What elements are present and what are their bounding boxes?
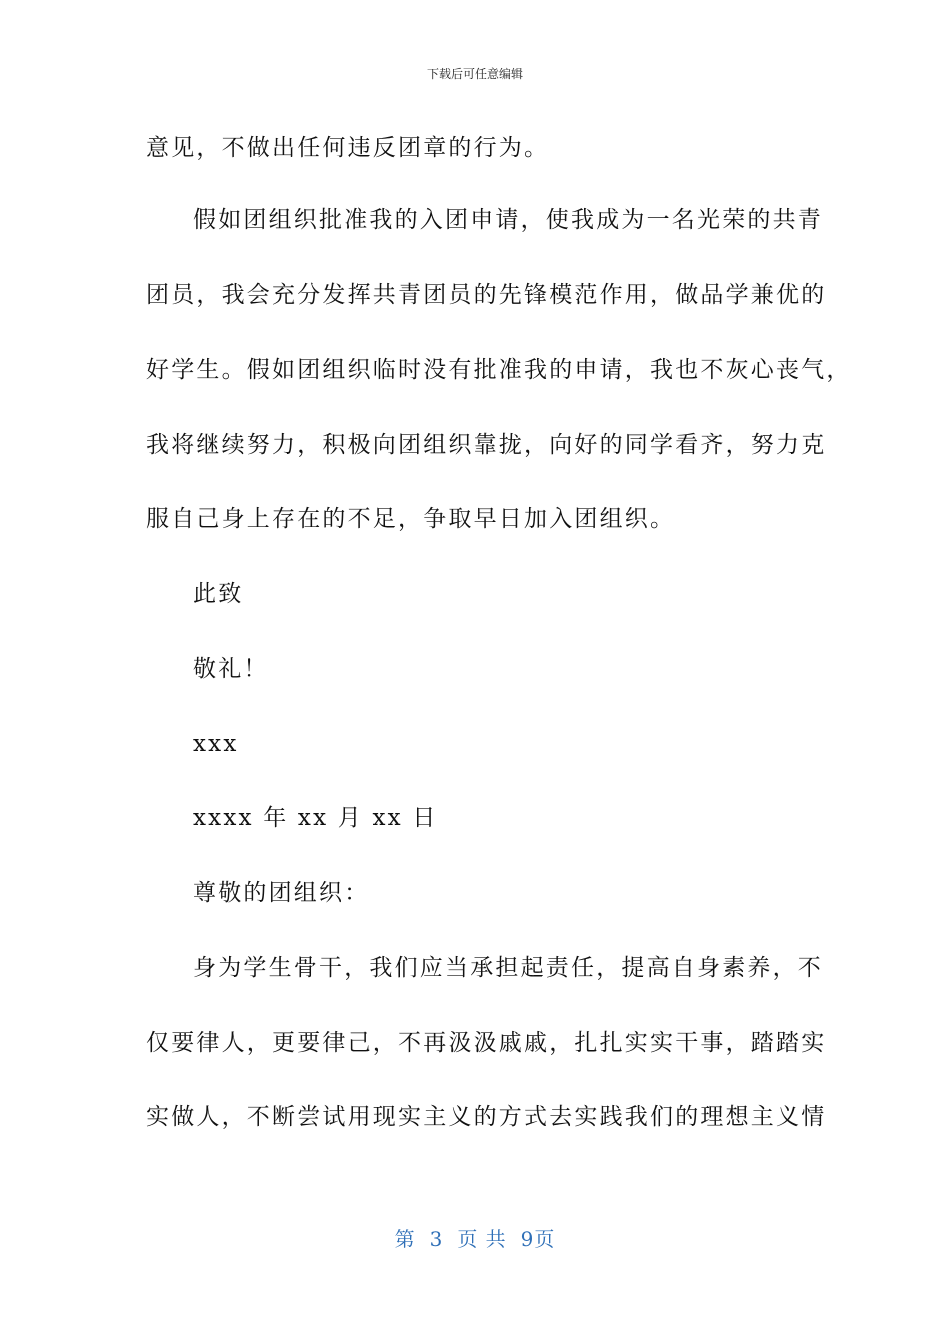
footer-total-pages: 9 — [520, 1227, 535, 1251]
footer-middle: 页 共 — [457, 1227, 507, 1251]
letter-greeting: 尊敬的团组织： — [193, 880, 370, 906]
text-line: 仅要律人，更要律己，不再汲汲戚戚，扎扎实实干事，踏踏实 — [146, 1030, 827, 1056]
page-number-footer — [0, 1225, 950, 1253]
signature-date: xxxx 年 xx 月 xx 日 — [193, 805, 438, 831]
page-header-note: 下载后可任意编辑 — [426, 67, 523, 81]
footer-prefix: 第 — [394, 1227, 416, 1251]
salutation-line: 此致 — [193, 581, 244, 607]
signature-name: xxx — [193, 731, 239, 757]
text-line: 身为学生骨干，我们应当承担起责任，提高自身素养，不 — [193, 955, 823, 981]
text-line: 好学生。假如团组织临时没有批准我的申请，我也不灰心丧气， — [146, 357, 852, 383]
text-line: 服自己身上存在的不足，争取早日加入团组织。 — [146, 506, 676, 532]
footer-suffix: 页 — [534, 1227, 556, 1251]
text-line: 我将继续努力，积极向团组织靠拢，向好的同学看齐，努力克 — [146, 432, 827, 458]
text-line: 实做人，不断尝试用现实主义的方式去实践我们的理想主义情 — [146, 1104, 827, 1130]
text-line: 意见，不做出任何违反团章的行为。 — [146, 135, 550, 161]
footer-current-page: 3 — [429, 1227, 444, 1251]
text-line: 假如团组织批准我的入团申请，使我成为一名光荣的共青 — [193, 207, 823, 233]
text-line: 团员，我会充分发挥共青团员的先锋模范作用，做品学兼优的 — [146, 282, 827, 308]
salutation-line: 敬礼！ — [193, 656, 269, 682]
